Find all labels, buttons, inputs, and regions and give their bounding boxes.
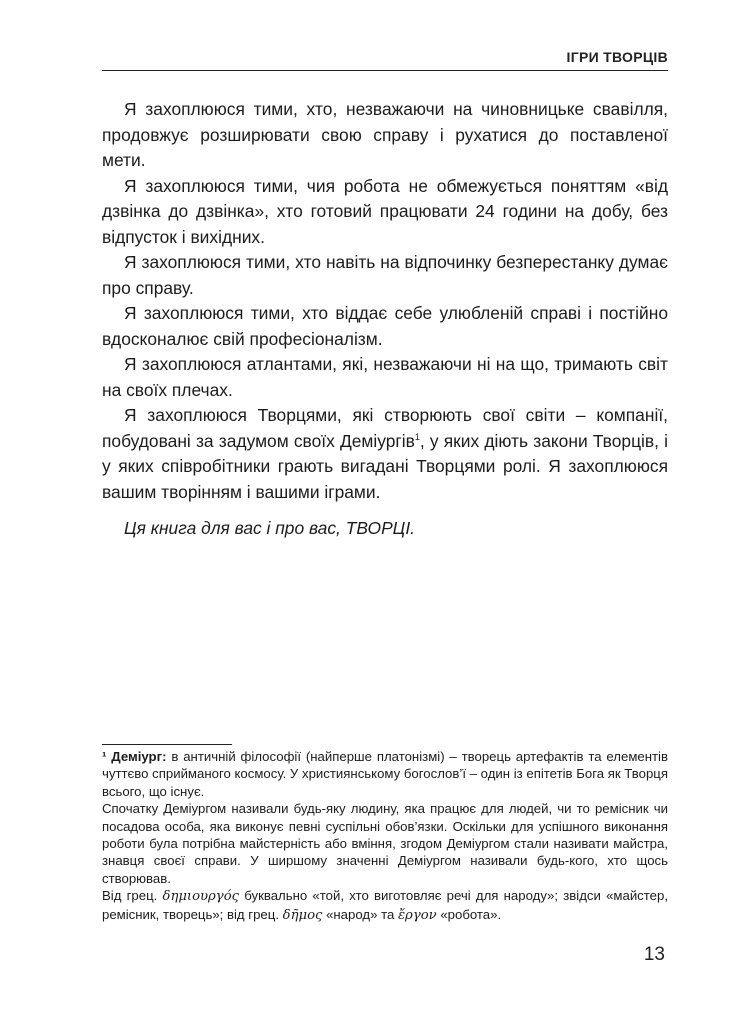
footnote-definition-text: в античній філософії (найперше платонізмі) – творець артефактів та елементів чуттєво сприйманого космосу. У християнському богослов’ї – один із епітетів Бога як Творця всього, що існує.: [102, 749, 668, 799]
footnote-etymology: [102, 887, 668, 924]
paragraph-text: Я захоплююся Творцями, які створюють свої світи – компанії, побудовані за задумом своїх Деміургів: [102, 405, 668, 451]
etymology-text: буквально «той, хто виготовляє речі для народу»; звідси «майстер, ремісник, творець»; від грец.: [102, 888, 669, 922]
footnotes: [102, 748, 668, 924]
footnote-term: Деміург:: [111, 749, 167, 764]
paragraph: Я захоплююся тими, хто віддає себе улюбленій справі і постійно вдосконалює свій професіоналізм.: [102, 303, 668, 349]
running-header: ІГРИ ТВОРЦІВ: [566, 49, 668, 65]
paragraph: Я захоплююся тими, чия робота не обмежується поняттям «від дзвінка до дзвінка», хто готовий працювати 24 години на добу, без відпусток і вихідних.: [102, 175, 668, 247]
etymology-text: «робота».: [436, 906, 502, 922]
footnote-reference[interactable]: 1: [414, 431, 420, 442]
paragraph-creators: [102, 403, 668, 505]
footnote-definition: [102, 748, 668, 800]
footnote-paragraph: Спочатку Деміургом називали будь-яку людину, яка працює для людей, чи то ремісник чи посадова особа, яка виконує певні суспільні обов’язки. Оскільки для успішного виконання роботи була потрібна майстерність або вміння, згодом Деміургом стали називати майстра, знавця своєї справи. У ширшому значенні Деміургом називали будь-кого, хто щось створював.: [102, 801, 668, 886]
etymology-text: Від грец.: [102, 888, 163, 904]
header-rule: [102, 70, 668, 71]
closing-line: Ця книга для вас і про вас, ТВОРЦІ.: [124, 518, 415, 538]
paragraph: Я захоплююся атлантами, які, незважаючи ні на що, тримають світ на своїх плечах.: [102, 354, 668, 400]
footnote-mark: ¹: [102, 749, 107, 764]
greek-word: δῆμος: [282, 907, 323, 923]
paragraph: Я захоплююся тими, хто, незважаючи на чиновницьке свавілля, продовжує розширювати свою справу і рухатися до поставленої мети.: [102, 99, 668, 170]
paragraph: Я захоплююся тими, хто навіть на відпочинку безперестанку думає про справу.: [102, 252, 668, 298]
page-number: 13: [643, 944, 665, 965]
greek-word: δημιουργός: [162, 889, 240, 905]
footnote-rule: [102, 744, 232, 745]
etymology-text: «народ» та: [322, 906, 398, 922]
body-text: [102, 97, 668, 505]
greek-word: ἔργον: [397, 907, 437, 923]
paragraph-text: , у яких діють закони Творців, і у яких співробітники грають вигадані Творцями ролі. Я захоплююся вашим творінням і вашими іграми.: [102, 430, 669, 502]
